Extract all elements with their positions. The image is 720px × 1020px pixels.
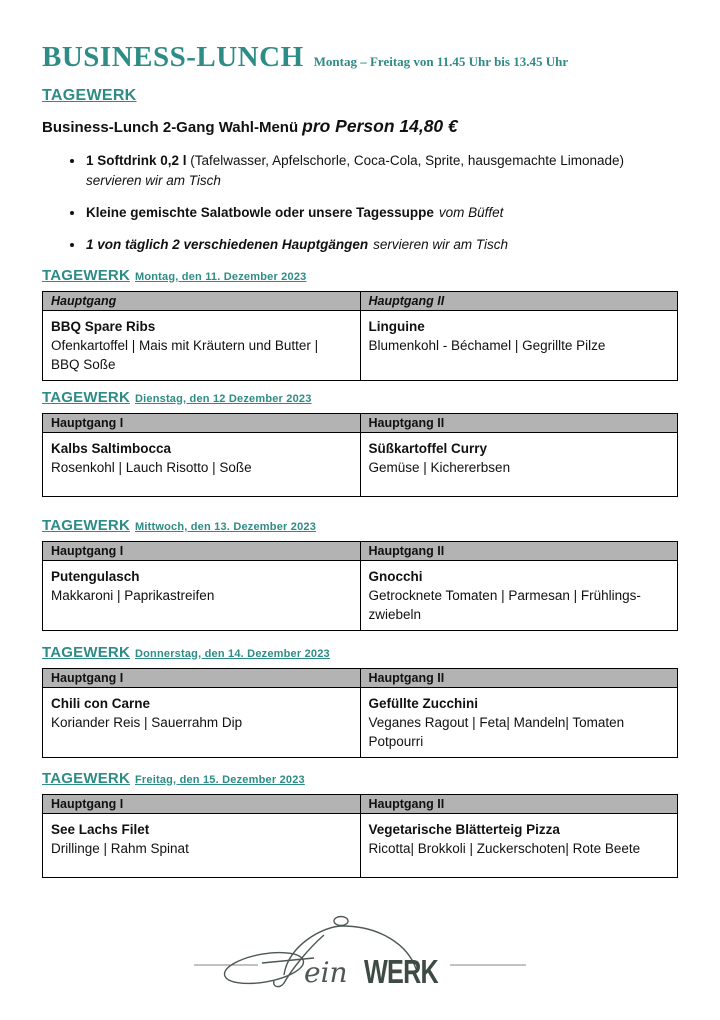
day-heading [42,267,678,284]
menu-cell [43,561,361,631]
column-header-1: Hauptgang I [43,669,361,688]
day-section-dienstag [42,389,678,497]
dish-sides: Gemüse | Kichererbsen [368,460,511,476]
dish-sides: Drillinge | Rahm Spinat [51,841,189,857]
dish-name: BBQ Spare Ribs [51,319,156,335]
day-heading-label: TAGEWERK [42,389,130,407]
day-heading-label: TAGEWERK [42,267,130,285]
bullet-regular-text: (Tafelwasser, Apfelschorle, Coca-Cola, Sprite, hausgemachte Limonade) [186,153,625,169]
included-items-list [42,151,678,255]
column-header-2: Hauptgang II [360,669,678,688]
bullet-italic-note: vom Büffet [438,205,504,221]
bullet-bold-text: Kleine gemischte Salatbowle oder unsere Tagessuppe [86,205,434,221]
menu-cell [360,561,678,631]
dish-name: Gnocchi [368,569,423,585]
page-subtitle: Montag – Freitag von 11.45 Uhr bis 13.45 Uhr [313,54,569,69]
dish-name: Kalbs Saltimbocca [51,441,172,457]
day-heading-date: Dienstag, den 12 Dezember 2023 [134,393,312,406]
logo-script-text: ein [304,956,348,990]
day-heading-label: TAGEWERK [42,770,130,788]
dish-name: See Lachs Filet [51,822,150,838]
menu-cell [43,814,361,878]
menu-cell [360,433,678,497]
menu-price: pro Person 14,80 € [302,116,458,137]
list-item-softdrink [85,151,678,191]
menu-line-text: Business-Lunch 2-Gang Wahl-Menü [42,119,299,137]
menu-cell [360,311,678,381]
dish-name: Süßkartoffel Curry [368,441,488,457]
column-header-2: Hauptgang II [360,795,678,814]
list-item-salad-soup [85,203,678,223]
column-header-2: Hauptgang II [360,414,678,433]
day-heading-date: Mittwoch, den 13. Dezember 2023 [134,521,317,534]
day-section-mittwoch [42,517,678,631]
menu-cell [43,311,361,381]
day-heading [42,770,678,787]
column-header-2: Hauptgang II [360,542,678,561]
page-title: BUSINESS-LUNCH [42,41,304,73]
dish-name: Chili con Carne [51,696,151,712]
day-heading-date: Freitag, den 15. Dezember 2023 [134,774,305,787]
menu-table [42,291,678,381]
bullet-italic-note: servieren wir am Tisch [86,173,221,189]
dish-sides: Blumenkohl - Béchamel | Gegrillte Pilze [368,338,606,354]
dish-sides: Koriander Reis | Sauerrahm Dip [51,715,243,731]
menu-cell [43,688,361,758]
day-heading-label: TAGEWERK [42,644,130,662]
menu-table [42,541,678,631]
day-heading-date: Donnerstag, den 14. Dezember 2023 [134,648,330,661]
dish-sides: Ofenkartoffel | Mais mit Kräutern und Butter | BBQ Soße [51,338,319,373]
day-heading [42,389,678,406]
column-header-1: Hauptgang I [43,795,361,814]
menu-cell [360,688,678,758]
menu-table [42,413,678,497]
footer-logo [42,911,678,993]
menu-cell [360,814,678,878]
dish-sides: Rosenkohl | Lauch Risotto | Soße [51,460,252,476]
day-section-donnerstag [42,644,678,758]
dish-sides: Makkaroni | Paprikastreifen [51,588,215,604]
bullet-bold-italic-text: 1 von täglich 2 verschiedenen Hauptgängen [86,237,369,253]
menu-cell [43,433,361,497]
tagewerk-heading: TAGEWERK [42,87,137,105]
column-header-2: Hauptgang II [360,292,678,311]
dish-name: Linguine [368,319,425,335]
day-section-montag [42,267,678,381]
day-heading [42,517,678,534]
logo-wordmark: WERK [364,953,439,991]
bullet-bold-text: 1 Softdrink 0,2 l [86,153,187,169]
feinwerk-logo [192,911,528,993]
day-heading-label: TAGEWERK [42,517,130,535]
day-heading-date: Montag, den 11. Dezember 2023 [134,271,307,284]
dish-name: Putengulasch [51,569,140,585]
day-heading [42,644,678,661]
day-section-freitag [42,770,678,878]
bullet-italic-note: servieren wir am Tisch [373,237,508,253]
menu-table [42,668,678,758]
dish-name: Gefüllte Zucchini [368,696,479,712]
menu-table [42,794,678,878]
dish-sides: Ricotta| Brokkoli | Zuckerschoten| Rote Beete [368,841,641,857]
dish-name: Vegetarische Blätterteig Pizza [368,822,560,838]
menu-description-line [42,115,678,139]
page-title-row [42,42,678,72]
dish-sides: Getrocknete Tomaten | Parmesan | Frühlingszwiebeln [368,588,641,623]
column-header-1: Hauptgang [43,292,361,311]
column-header-1: Hauptgang I [43,542,361,561]
column-header-1: Hauptgang I [43,414,361,433]
dish-sides: Veganes Ragout | Feta| Mandeln| Tomaten Potpourri [368,715,625,750]
list-item-main-course [85,235,678,255]
